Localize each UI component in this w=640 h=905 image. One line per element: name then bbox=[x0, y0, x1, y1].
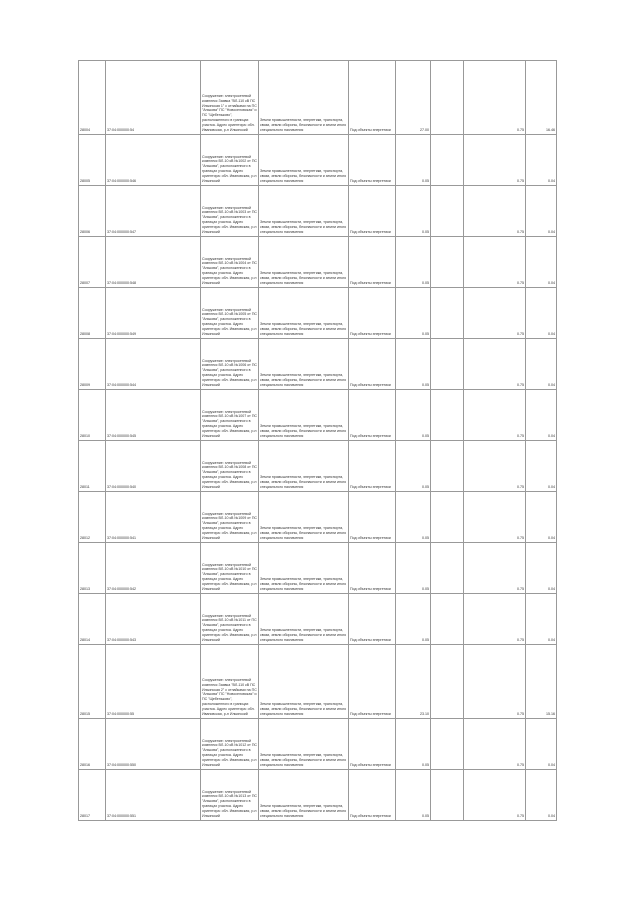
cost-value: 0.04 bbox=[526, 186, 557, 237]
rate-value: 0.75 bbox=[464, 237, 526, 288]
cadastral-number: 37:04:000000:542 bbox=[106, 543, 201, 594]
empty-cell bbox=[431, 237, 464, 288]
permitted-use: Под объекты энергетики bbox=[349, 61, 396, 135]
rate-value: 0.75 bbox=[464, 390, 526, 441]
table-row bbox=[79, 543, 557, 594]
land-category: Земли промышленности, энергетики, транспорта, связи, земли обороны, безопасности и земли иного специального назначения bbox=[259, 492, 349, 543]
cadastral-number: 37:04:000000:546 bbox=[106, 135, 201, 186]
rate-value: 0.75 bbox=[464, 339, 526, 390]
rate-value: 0.75 bbox=[464, 135, 526, 186]
row-id: 28014 bbox=[79, 594, 106, 645]
cadastral-number: 37:04:000000:541 bbox=[106, 492, 201, 543]
rate-value: 0.75 bbox=[464, 186, 526, 237]
cost-value: 0.04 bbox=[526, 441, 557, 492]
empty-cell bbox=[431, 390, 464, 441]
empty-cell bbox=[431, 61, 464, 135]
table-row bbox=[79, 719, 557, 770]
object-description: Сооружение: электросетевой комплекс Заявка "ВЛ-110 кВ ПС Ильинская 1" с отпайками на ПС "Анькова" ПС "Новоселовская" и ПС "Щебеньково", расположенного в границах участка. Адрес ориентира: обл. Ивановская, р-н Ильинский bbox=[201, 61, 259, 135]
cost-value: 0.04 bbox=[526, 135, 557, 186]
object-description: Сооружение: электросетевой комплекс ВЛ-10 кВ №1007 от ПС "Анькова", расположенного в границах участка. Адрес ориентира: обл. Ивановская, р-н Ильинский bbox=[201, 390, 259, 441]
land-category: Земли промышленности, энергетики, транспорта, связи, земли обороны, безопасности и земли иного специального назначения bbox=[259, 594, 349, 645]
table-row bbox=[79, 339, 557, 390]
land-category: Земли промышленности, энергетики, транспорта, связи, земли обороны, безопасности и земли иного специального назначения bbox=[259, 390, 349, 441]
empty-cell bbox=[431, 770, 464, 821]
row-id: 28009 bbox=[79, 339, 106, 390]
object-description: Сооружение: электросетевой комплекс ВЛ-10 кВ №1005 от ПС "Анькова", расположенного в границах участка. Адрес ориентира: обл. Ивановская, р-н Ильинский bbox=[201, 288, 259, 339]
cost-value: 0.04 bbox=[526, 339, 557, 390]
empty-cell bbox=[431, 543, 464, 594]
area-value: 0.05 bbox=[396, 719, 431, 770]
object-description: Сооружение: электросетевой комплекс ВЛ-10 кВ №1012 от ПС "Анькова", расположенного в границах участка. Адрес ориентира: обл. Ивановская, р-н Ильинский bbox=[201, 719, 259, 770]
cadastral-number: 37:04:000000:54 bbox=[106, 61, 201, 135]
table-row bbox=[79, 61, 557, 135]
table-row bbox=[79, 492, 557, 543]
area-value: 0.05 bbox=[396, 594, 431, 645]
permitted-use: Под объекты энергетики bbox=[349, 339, 396, 390]
cadastral-number: 37:04:000000:551 bbox=[106, 770, 201, 821]
row-id: 28006 bbox=[79, 186, 106, 237]
permitted-use: Под объекты энергетики bbox=[349, 543, 396, 594]
object-description: Сооружение: электросетевой комплекс ВЛ-10 кВ №1003 от ПС "Анькова", расположенного в границах участка. Адрес ориентира: обл. Ивановская, р-н Ильинский bbox=[201, 186, 259, 237]
rate-value: 0.75 bbox=[464, 441, 526, 492]
permitted-use: Под объекты энергетики bbox=[349, 594, 396, 645]
rate-value: 0.75 bbox=[464, 719, 526, 770]
cadastral-number: 37:04:000000:550 bbox=[106, 719, 201, 770]
permitted-use: Под объекты энергетики bbox=[349, 719, 396, 770]
permitted-use: Под объекты энергетики bbox=[349, 770, 396, 821]
area-value: 27.00 bbox=[396, 61, 431, 135]
land-parcels-table bbox=[78, 60, 557, 821]
rate-value: 0.75 bbox=[464, 645, 526, 719]
row-id: 28013 bbox=[79, 543, 106, 594]
land-category: Земли промышленности, энергетики, транспорта, связи, земли обороны, безопасности и земли иного специального назначения bbox=[259, 237, 349, 288]
cost-value: 0.04 bbox=[526, 390, 557, 441]
row-id: 28004 bbox=[79, 61, 106, 135]
permitted-use: Под объекты энергетики bbox=[349, 288, 396, 339]
empty-cell bbox=[431, 186, 464, 237]
permitted-use: Под объекты энергетики bbox=[349, 186, 396, 237]
table-row bbox=[79, 186, 557, 237]
land-category: Земли промышленности, энергетики, транспорта, связи, земли обороны, безопасности и земли иного специального назначения bbox=[259, 645, 349, 719]
area-value: 0.05 bbox=[396, 186, 431, 237]
cost-value: 0.04 bbox=[526, 237, 557, 288]
table-row bbox=[79, 288, 557, 339]
empty-cell bbox=[431, 719, 464, 770]
rate-value: 0.75 bbox=[464, 543, 526, 594]
area-value: 23.10 bbox=[396, 645, 431, 719]
row-id: 28005 bbox=[79, 135, 106, 186]
area-value: 0.05 bbox=[396, 543, 431, 594]
empty-cell bbox=[431, 645, 464, 719]
table-row bbox=[79, 135, 557, 186]
cost-value: 0.04 bbox=[526, 543, 557, 594]
object-description: Сооружение: электросетевой комплекс ВЛ-10 кВ №1013 от ПС "Анькова", расположенного в границах участка. Адрес ориентира: обл. Ивановская, р-н Ильинский bbox=[201, 770, 259, 821]
empty-cell bbox=[431, 441, 464, 492]
object-description: Сооружение: электросетевой комплекс ВЛ-10 кВ №1008 от ПС "Анькова", расположенного в границах участка. Адрес ориентира: обл. Ивановская, р-н Ильинский bbox=[201, 441, 259, 492]
empty-cell bbox=[431, 339, 464, 390]
table-row bbox=[79, 441, 557, 492]
cadastral-number: 37:04:000000:549 bbox=[106, 288, 201, 339]
cadastral-number: 37:04:000000:545 bbox=[106, 390, 201, 441]
permitted-use: Под объекты энергетики bbox=[349, 492, 396, 543]
area-value: 0.05 bbox=[396, 492, 431, 543]
area-value: 0.05 bbox=[396, 441, 431, 492]
empty-cell bbox=[431, 492, 464, 543]
rate-value: 0.75 bbox=[464, 770, 526, 821]
row-id: 28012 bbox=[79, 492, 106, 543]
land-category: Земли промышленности, энергетики, транспорта, связи, земли обороны, безопасности и земли иного специального назначения bbox=[259, 61, 349, 135]
area-value: 0.05 bbox=[396, 135, 431, 186]
area-value: 0.05 bbox=[396, 390, 431, 441]
cadastral-number: 37:04:000000:543 bbox=[106, 594, 201, 645]
empty-cell bbox=[431, 135, 464, 186]
table-row bbox=[79, 594, 557, 645]
cost-value: 15.16 bbox=[526, 645, 557, 719]
land-category: Земли промышленности, энергетики, транспорта, связи, земли обороны, безопасности и земли иного специального назначения bbox=[259, 186, 349, 237]
object-description: Сооружение: электросетевой комплекс ВЛ-10 кВ №1002 от ПС "Анькова", расположенного в границах участка. Адрес ориентира: обл. Ивановская, р-н Ильинский bbox=[201, 135, 259, 186]
row-id: 28016 bbox=[79, 719, 106, 770]
area-value: 0.05 bbox=[396, 237, 431, 288]
row-id: 28010 bbox=[79, 390, 106, 441]
land-category: Земли промышленности, энергетики, транспорта, связи, земли обороны, безопасности и земли иного специального назначения bbox=[259, 135, 349, 186]
cadastral-number: 37:04:000000:548 bbox=[106, 237, 201, 288]
object-description: Сооружение: электросетевой комплекс ВЛ-10 кВ №1010 от ПС "Анькова", расположенного в границах участка. Адрес ориентира: обл. Ивановская, р-н Ильинский bbox=[201, 543, 259, 594]
rate-value: 0.75 bbox=[464, 288, 526, 339]
table-row bbox=[79, 645, 557, 719]
rate-value: 0.75 bbox=[464, 594, 526, 645]
object-description: Сооружение: электросетевой комплекс ВЛ-10 кВ №1009 от ПС "Анькова", расположенного в границах участка. Адрес ориентира: обл. Ивановская, р-н Ильинский bbox=[201, 492, 259, 543]
cadastral-number: 37:04:000000:540 bbox=[106, 441, 201, 492]
permitted-use: Под объекты энергетики bbox=[349, 390, 396, 441]
cost-value: 16.46 bbox=[526, 61, 557, 135]
area-value: 0.05 bbox=[396, 288, 431, 339]
cadastral-number: 37:04:000000:55 bbox=[106, 645, 201, 719]
row-id: 28011 bbox=[79, 441, 106, 492]
land-category: Земли промышленности, энергетики, транспорта, связи, земли обороны, безопасности и земли иного специального назначения bbox=[259, 719, 349, 770]
cost-value: 0.04 bbox=[526, 492, 557, 543]
empty-cell bbox=[431, 288, 464, 339]
permitted-use: Под объекты энергетики bbox=[349, 645, 396, 719]
permitted-use: Под объекты энергетики bbox=[349, 441, 396, 492]
cost-value: 0.04 bbox=[526, 288, 557, 339]
area-value: 0.05 bbox=[396, 339, 431, 390]
rate-value: 0.75 bbox=[464, 61, 526, 135]
object-description: Сооружение: электросетевой комплекс ВЛ-10 кВ №1006 от ПС "Анькова", расположенного в границах участка. Адрес ориентира: обл. Ивановская, р-н Ильинский bbox=[201, 339, 259, 390]
land-category: Земли промышленности, энергетики, транспорта, связи, земли обороны, безопасности и земли иного специального назначения bbox=[259, 770, 349, 821]
cadastral-number: 37:04:000000:544 bbox=[106, 339, 201, 390]
table-body bbox=[79, 61, 557, 821]
land-category: Земли промышленности, энергетики, транспорта, связи, земли обороны, безопасности и земли иного специального назначения bbox=[259, 288, 349, 339]
row-id: 28015 bbox=[79, 645, 106, 719]
area-value: 0.05 bbox=[396, 770, 431, 821]
cost-value: 0.04 bbox=[526, 594, 557, 645]
rate-value: 0.75 bbox=[464, 492, 526, 543]
permitted-use: Под объекты энергетики bbox=[349, 135, 396, 186]
row-id: 28017 bbox=[79, 770, 106, 821]
land-category: Земли промышленности, энергетики, транспорта, связи, земли обороны, безопасности и земли иного специального назначения bbox=[259, 339, 349, 390]
empty-cell bbox=[431, 594, 464, 645]
cadastral-number: 37:04:000000:547 bbox=[106, 186, 201, 237]
table-row bbox=[79, 237, 557, 288]
permitted-use: Под объекты энергетики bbox=[349, 237, 396, 288]
land-category: Земли промышленности, энергетики, транспорта, связи, земли обороны, безопасности и земли иного специального назначения bbox=[259, 441, 349, 492]
land-category: Земли промышленности, энергетики, транспорта, связи, земли обороны, безопасности и земли иного специального назначения bbox=[259, 543, 349, 594]
object-description: Сооружение: электросетевой комплекс ВЛ-10 кВ №1004 от ПС "Анькова", расположенного в границах участка. Адрес ориентира: обл. Ивановская, р-н Ильинский bbox=[201, 237, 259, 288]
object-description: Сооружение: электросетевой комплекс ВЛ-10 кВ №1011 от ПС "Анькова", расположенного в границах участка. Адрес ориентира: обл. Ивановская, р-н Ильинский bbox=[201, 594, 259, 645]
cost-value: 0.04 bbox=[526, 770, 557, 821]
row-id: 28008 bbox=[79, 288, 106, 339]
table-row bbox=[79, 770, 557, 821]
table-row bbox=[79, 390, 557, 441]
cost-value: 0.04 bbox=[526, 719, 557, 770]
row-id: 28007 bbox=[79, 237, 106, 288]
object-description: Сооружение: электросетевой комплекс Заявка "ВЛ-110 кВ ПС Ильинская 2" с отпайками на ПС "Анькова" ПС "Новоселовская" и ПС "Щебеньково", расположенного в границах участка. Адрес ориентира: обл. Ивановская, р-н Ильинский bbox=[201, 645, 259, 719]
